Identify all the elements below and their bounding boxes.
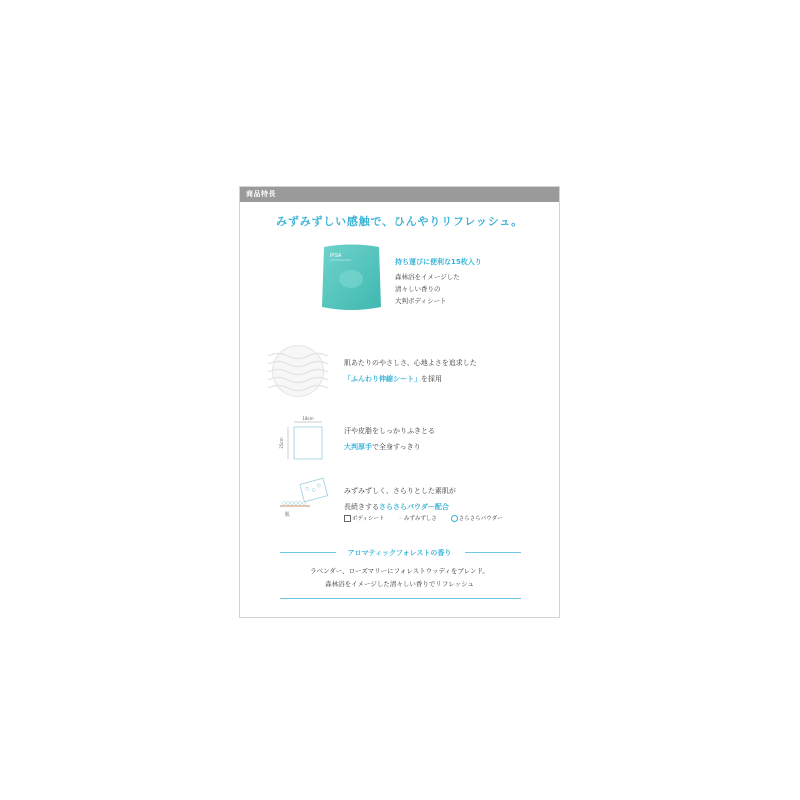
moisture-legend-icon: ~ [398, 516, 403, 522]
sheet-size-diagram [280, 415, 330, 465]
feature-soft-line1: 肌あたりのやさしさ、心地よさを追求した [344, 359, 477, 367]
product-features-card [239, 186, 560, 618]
legend-item: ~みずみずしさ [398, 516, 437, 522]
package-image [321, 243, 382, 312]
feature-portable-line: 大判ボディシート [395, 297, 447, 305]
feature-powder-line2: 長続きする [344, 503, 379, 511]
aroma-description [240, 565, 559, 591]
aroma-line2: 森林浴をイメージした清々しい香りでリフレッシュ [325, 580, 474, 588]
skin-label: 肌 [285, 512, 291, 518]
aroma-divider-bottom [280, 598, 521, 599]
feature-large-sheet [344, 423, 435, 455]
section-header [240, 187, 559, 202]
feature-soft-sheet [344, 355, 477, 387]
sheet-legend-icon [344, 515, 351, 522]
aroma-line1: ラベンダー、ローズマリーにフォレストウッディをブレンド。 [310, 567, 489, 575]
feature-soft-line2: を採用 [421, 375, 442, 383]
feature-large-line2: で全身すっきり [372, 443, 421, 451]
section-title: 商品特長 [246, 190, 276, 198]
legend-item: ボディシート [344, 516, 391, 522]
feature-soft-highlight: 「ふんわり伸縮シート」 [344, 375, 421, 383]
powder-legend-icon [451, 515, 458, 522]
aroma-title: アロマティックフォレストの香り [347, 549, 452, 557]
feature-large-highlight: 大判厚手 [344, 443, 372, 451]
feature-portable-line: 清々しい香りの [395, 285, 441, 293]
powder-diagram [276, 473, 336, 523]
width-label: 18cm [302, 416, 314, 421]
feature-powder [344, 483, 456, 515]
feature-powder-highlight: さらさらパウダー配合 [379, 503, 449, 511]
feature-large-line1: 汗や皮脂をしっかりふきとる [344, 427, 435, 435]
height-label: 25cm [279, 437, 284, 449]
feature-portable-line: 森林浴をイメージした [395, 273, 460, 281]
headline: みずみずしい感触で、ひんやりリフレッシュ。 [276, 215, 523, 228]
feature-powder-line1: みずみずしく、さらりとした素肌が [344, 487, 456, 495]
powder-legend [344, 514, 515, 522]
sheet-texture-image [272, 345, 324, 397]
legend-item: さらさらパウダー [451, 516, 509, 522]
feature-portable [395, 257, 482, 307]
package-brand: IPSA [330, 253, 342, 259]
feature-portable-title: 持ち運びに便利な15枚入り [395, 258, 482, 266]
